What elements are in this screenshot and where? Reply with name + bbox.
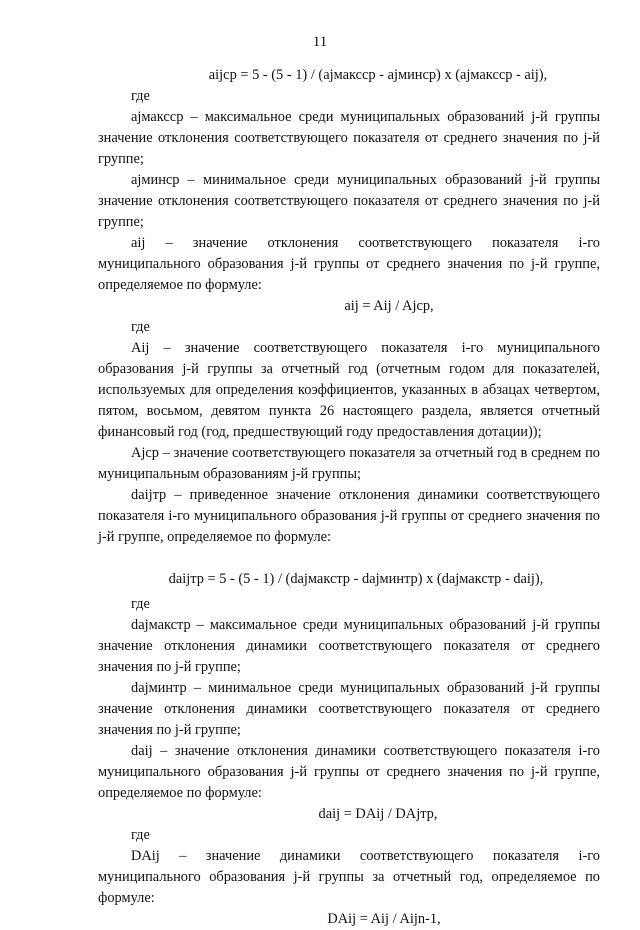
- where-label: где: [131, 88, 150, 104]
- definition-ajmaxcp: ajмаксср – максимальное среди муниципальных образований j-й группы значение отклонения соответствующего показателя от среднего значения по j-й группе;: [98, 109, 600, 167]
- definition-ajmincp: ajминср – минимальное среди муниципальных образований j-й группы значение отклонения соответствующего показателя от среднего значения по j-й группе;: [98, 172, 600, 230]
- formula-DAij: DAij = Aij / Aijn-1,: [327, 911, 441, 927]
- formula-daijtr: daijтр = 5 - (5 - 1) / (dajмакстр - dajминтр) x (dajмакстр - daij),: [168, 571, 544, 587]
- definition-daij: daij – значение отклонения динамики соответствующего показателя i-го муниципального образования j-й группы от среднего значения по j-й группе, определяемое по формуле:: [98, 743, 600, 801]
- formula-aij: aij = Aij / Ajср,: [344, 298, 434, 314]
- formula-daij: daij = DAij / DAjтр,: [318, 806, 438, 822]
- definition-aij: aij – значение отклонения соответствующего показателя i-го муниципального образования j-й группы от среднего значения по j-й группе, определяемое по формуле:: [98, 235, 600, 293]
- where-label: где: [131, 319, 150, 335]
- definition-Aij: Aij – значение соответствующего показателя i-го муниципального образования j-й группы за отчетный год (отчетным годом для показателей, используемых для определения коэффициентов, указанных в абзацах четвертом, пятом, восьмом, девятом пункта 26 настоящего раздела, является отчетный финансовый год (год, предшествующий году предоставления дотации));: [98, 340, 600, 440]
- where-label: где: [131, 596, 150, 612]
- where-label: где: [131, 827, 150, 843]
- page-number: 11: [312, 34, 328, 50]
- definition-dajmintr: dajминтр – минимальное среди муниципальных образований j-й группы значение отклонения динамики соответствующего показателя от среднего значения по j-й группе;: [98, 680, 600, 738]
- formula-aijcp: aijср = 5 - (5 - 1) / (ajмаксср - ajминср) x (ajмаксср - aij),: [208, 67, 548, 83]
- definition-dajmaxtr: dajмакстр – максимальное среди муниципальных образований j-й группы значение отклонения динамики соответствующего показателя от среднего значения по j-й группе;: [98, 617, 600, 675]
- document-body: [98, 65, 600, 930]
- definition-DAij: DAij – значение динамики соответствующего показателя i-го муниципального образования j-й группы за отчетный год, определяемое по формуле:: [98, 848, 600, 906]
- definition-daijtr: daijтр – приведенное значение отклонения динамики соответствующего показателя i-го муниципального образования j-й группы от среднего значения по j-й группе, определяемое по формуле:: [98, 487, 600, 545]
- definition-Ajcp: Ajср – значение соответствующего показателя за отчетный год в среднем по муниципальным образованиям j-й группы;: [98, 445, 600, 482]
